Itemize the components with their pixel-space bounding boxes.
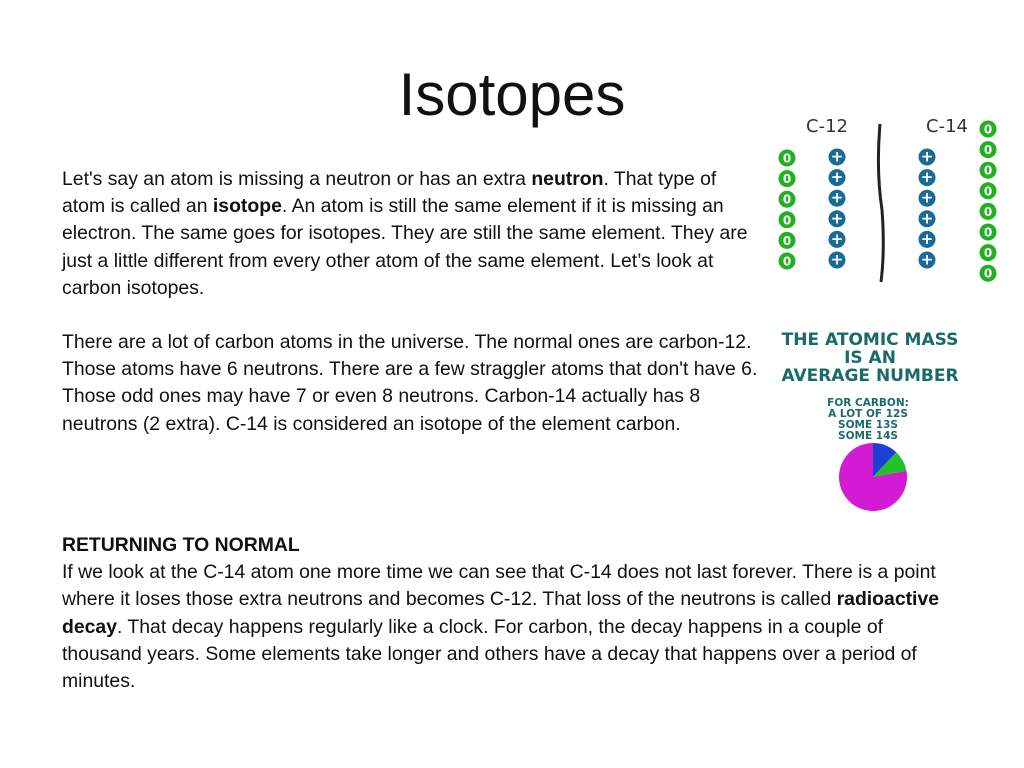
svg-text:+: +	[920, 188, 934, 207]
text-run: Let's say an atom is missing a neutron or has an extra	[62, 168, 532, 190]
isotope-definition-paragraph	[62, 166, 762, 302]
svg-text:+: +	[920, 250, 934, 269]
neutron-particle	[980, 182, 997, 199]
svg-text:+: +	[830, 229, 844, 248]
page-title: Isotopes	[398, 61, 626, 128]
neutron-particle	[980, 244, 997, 261]
neutron-particle	[779, 170, 796, 187]
decay-paragraph	[62, 559, 962, 695]
term-neutron: neutron	[531, 168, 604, 190]
svg-text:0: 0	[983, 122, 993, 137]
section-heading: RETURNING TO NORMAL	[62, 534, 300, 556]
carbon-note-line2: A LOT OF 12S	[828, 408, 908, 420]
svg-text:+: +	[920, 168, 934, 187]
mass-note-line2: IS AN	[844, 348, 896, 368]
svg-text:+: +	[920, 147, 934, 166]
svg-text:+: +	[830, 168, 844, 187]
neutron-particle	[779, 191, 796, 208]
svg-text:0: 0	[983, 225, 993, 240]
text-run: . An atom is still the same element if it is missing an electron. The same goes for isotopes. They are still the same element. They are just a little different from every other atom of the same element. Let’s look at carbon isotopes.	[62, 195, 748, 299]
svg-text:+: +	[920, 229, 934, 248]
text-run: . That decay happens regularly like a clock. For carbon, the decay happens in a couple of thousand years. Some elements take longer and others have a decay that happens over a period of minutes.	[62, 615, 917, 693]
neutron-particle	[980, 203, 997, 220]
carbon-isotope-pie-chart	[836, 440, 910, 514]
term-isotope: isotope	[212, 195, 282, 218]
proton-particle	[919, 209, 936, 227]
proton-particle	[829, 189, 846, 207]
neutron-particle	[980, 141, 997, 158]
proton-particle	[919, 251, 936, 269]
proton-particle	[829, 230, 846, 248]
svg-text:0: 0	[782, 254, 792, 269]
term-radioactive-decay: radioactive decay	[62, 588, 940, 638]
proton-particle	[919, 168, 936, 186]
carbon-note-line3: SOME 13S	[838, 419, 898, 431]
svg-text:0: 0	[983, 204, 993, 219]
svg-text:+: +	[830, 250, 844, 269]
svg-text:0: 0	[782, 192, 792, 207]
proton-particle	[829, 148, 846, 166]
neutron-particle	[779, 211, 796, 228]
svg-text:0: 0	[782, 172, 792, 187]
neutron-particle	[779, 232, 796, 249]
neutron-particle	[980, 162, 997, 179]
carbon-note	[810, 396, 930, 444]
returning-to-normal-section	[62, 532, 962, 695]
svg-text:+: +	[830, 209, 844, 228]
atomic-mass-note	[770, 326, 980, 388]
neutron-particle	[779, 150, 796, 167]
proton-particle	[919, 230, 936, 248]
proton-particle	[829, 251, 846, 269]
carbon-isotopes-paragraph: There are a lot of carbon atoms in the universe. The normal ones are carbon-12. Those atoms have 6 neutrons. There are a few straggler atoms that don't have 6. Those odd ones may have 7 or even 8 neutrons. Carbon-14 actually has 8 neutrons (2 extra). C-14 is considered an isotope of the element carbon.	[62, 331, 758, 435]
mass-note-line1: THE ATOMIC MASS	[781, 330, 959, 350]
svg-text:0: 0	[983, 266, 993, 281]
svg-text:+: +	[830, 147, 844, 166]
text-run: If we look at the C-14 atom one more time we can see that C-14 does not last forever. There is a point where it loses those extra neutrons and becomes C-12. That loss of the neutrons is called	[62, 561, 936, 611]
neutron-particle	[980, 265, 997, 282]
svg-text:0: 0	[782, 233, 792, 248]
neutron-particle	[779, 253, 796, 270]
divider-line	[878, 124, 883, 282]
svg-text:0: 0	[983, 246, 993, 261]
isotope-diagram	[768, 110, 1008, 290]
proton-particle	[919, 148, 936, 166]
carbon-note-line4: SOME 14S	[838, 430, 898, 442]
svg-text:0: 0	[983, 163, 993, 178]
neutron-particle	[980, 121, 997, 138]
text-run: . That type of atom is called an	[62, 168, 717, 218]
c12-label: C-12	[806, 116, 848, 137]
neutron-particle	[980, 224, 997, 241]
mass-note-line3: AVERAGE NUMBER	[781, 366, 959, 386]
svg-text:+: +	[920, 209, 934, 228]
svg-text:+: +	[830, 188, 844, 207]
svg-text:0: 0	[983, 143, 993, 158]
proton-particle	[919, 189, 936, 207]
svg-text:0: 0	[983, 184, 993, 199]
svg-text:0: 0	[782, 213, 792, 228]
svg-text:0: 0	[782, 151, 792, 166]
carbon-note-line1: FOR CARBON:	[827, 397, 909, 409]
proton-particle	[829, 168, 846, 186]
c14-label: C-14	[926, 116, 968, 137]
proton-particle	[829, 209, 846, 227]
